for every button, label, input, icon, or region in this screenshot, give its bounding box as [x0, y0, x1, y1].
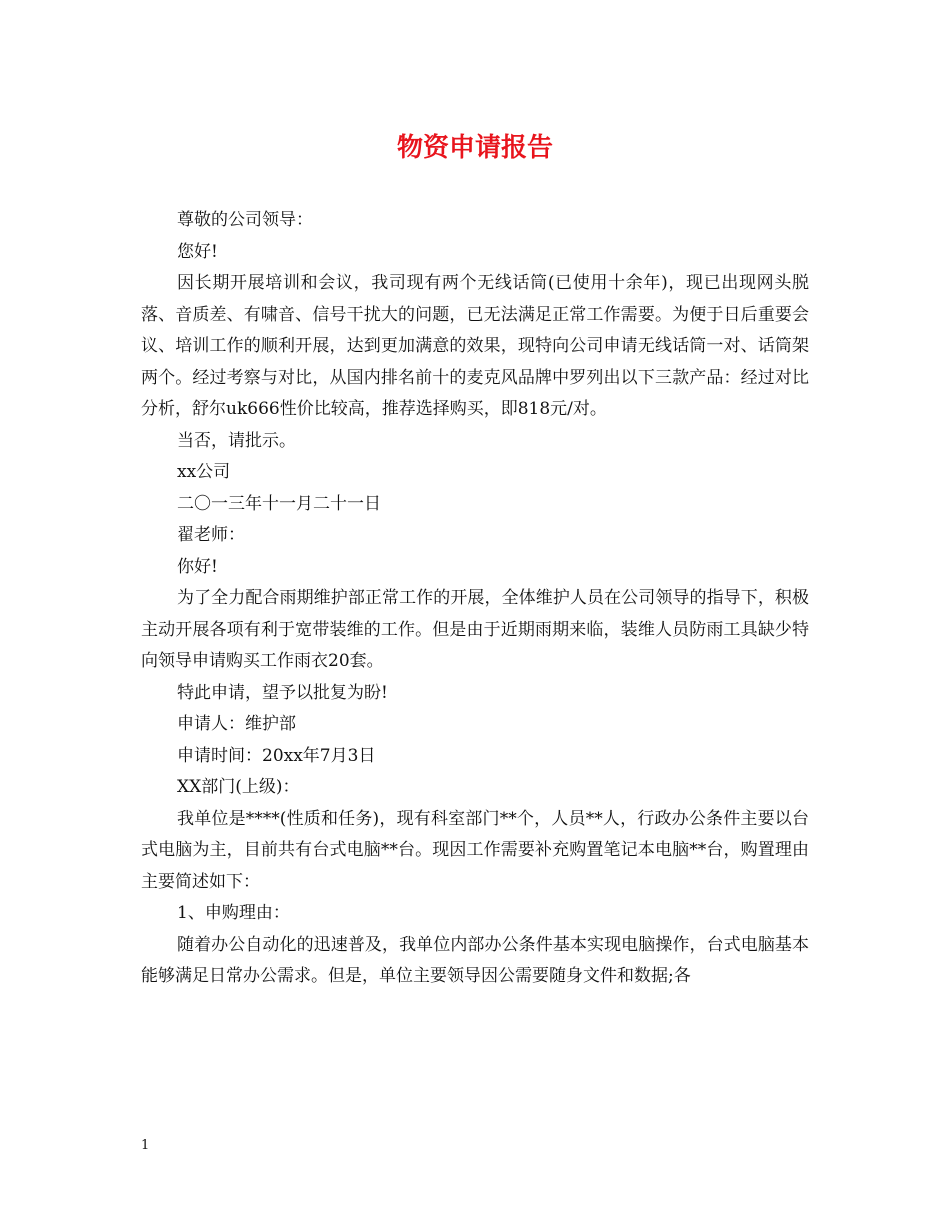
- paragraph-reason-heading: 1、申购理由：: [177, 903, 290, 923]
- paragraph-salutation-3: XX部门(上级)：: [177, 777, 300, 797]
- paragraph-salutation: 尊敬的公司领导：: [177, 210, 313, 230]
- paragraph-raincoat-request: 为了全力配合雨期维护部正常工作的开展，全体维护人员在公司领导的指导下，积极主动开展各项有利于宽带装维的工作。但是由于近期雨期来临，装维人员防雨工具缺少特向领导申请购买工作雨衣20套。: [141, 588, 809, 671]
- paragraph-microphone-request: 因长期开展培训和会议，我司现有两个无线话筒(已使用十余年)，现已出现网头脱落、音质差、有啸音、信号干扰大的问题，已无法满足正常工作需要。为便于日后重要会议、培训工作的顺利开展，达到更加满意的效果，现特向公司申请无线话筒一对、话筒架两个。经过考察与对比，从国内排名前十的麦克风品牌中罗列出以下三款产品：经过对比分析，舒尔uk666性价比较高，推荐选择购买，即818元/对。: [141, 273, 809, 419]
- paragraph-closing: 特此申请，望予以批复为盼!: [177, 682, 388, 703]
- paragraph-date: 二〇一三年十一月二十一日: [177, 493, 381, 514]
- document-body: [141, 205, 809, 993]
- paragraph-approval-request: 当否，请批示。: [177, 430, 296, 451]
- paragraph-laptop-request: 我单位是****(性质和任务)，现有科室部门**个，人员**人，行政办公条件主要以台式电脑为主，目前共有台式电脑**台。现因工作需要补充购置笔记本电脑**台，购置理由主要简述如下：: [141, 808, 809, 892]
- page-number: 1: [141, 1138, 150, 1153]
- paragraph-reason-text: 随着办公自动化的迅速普及，我单位内部办公条件基本实现电脑操作，台式电脑基本能够满足日常办公需求。但是，单位主要领导因公需要随身文件和数据;各: [141, 934, 809, 986]
- paragraph-applicant: 申请人：维护部: [177, 714, 296, 734]
- paragraph-company-signature: xx公司: [177, 462, 231, 482]
- paragraph-salutation-2: 翟老师：: [177, 525, 245, 545]
- paragraph-application-date: 申请时间：20xx年7月3日: [177, 745, 376, 766]
- paragraph-greeting-2: 你好!: [177, 556, 218, 577]
- paragraph-greeting: 您好!: [177, 241, 218, 262]
- document-title: 物资申请报告: [396, 133, 553, 163]
